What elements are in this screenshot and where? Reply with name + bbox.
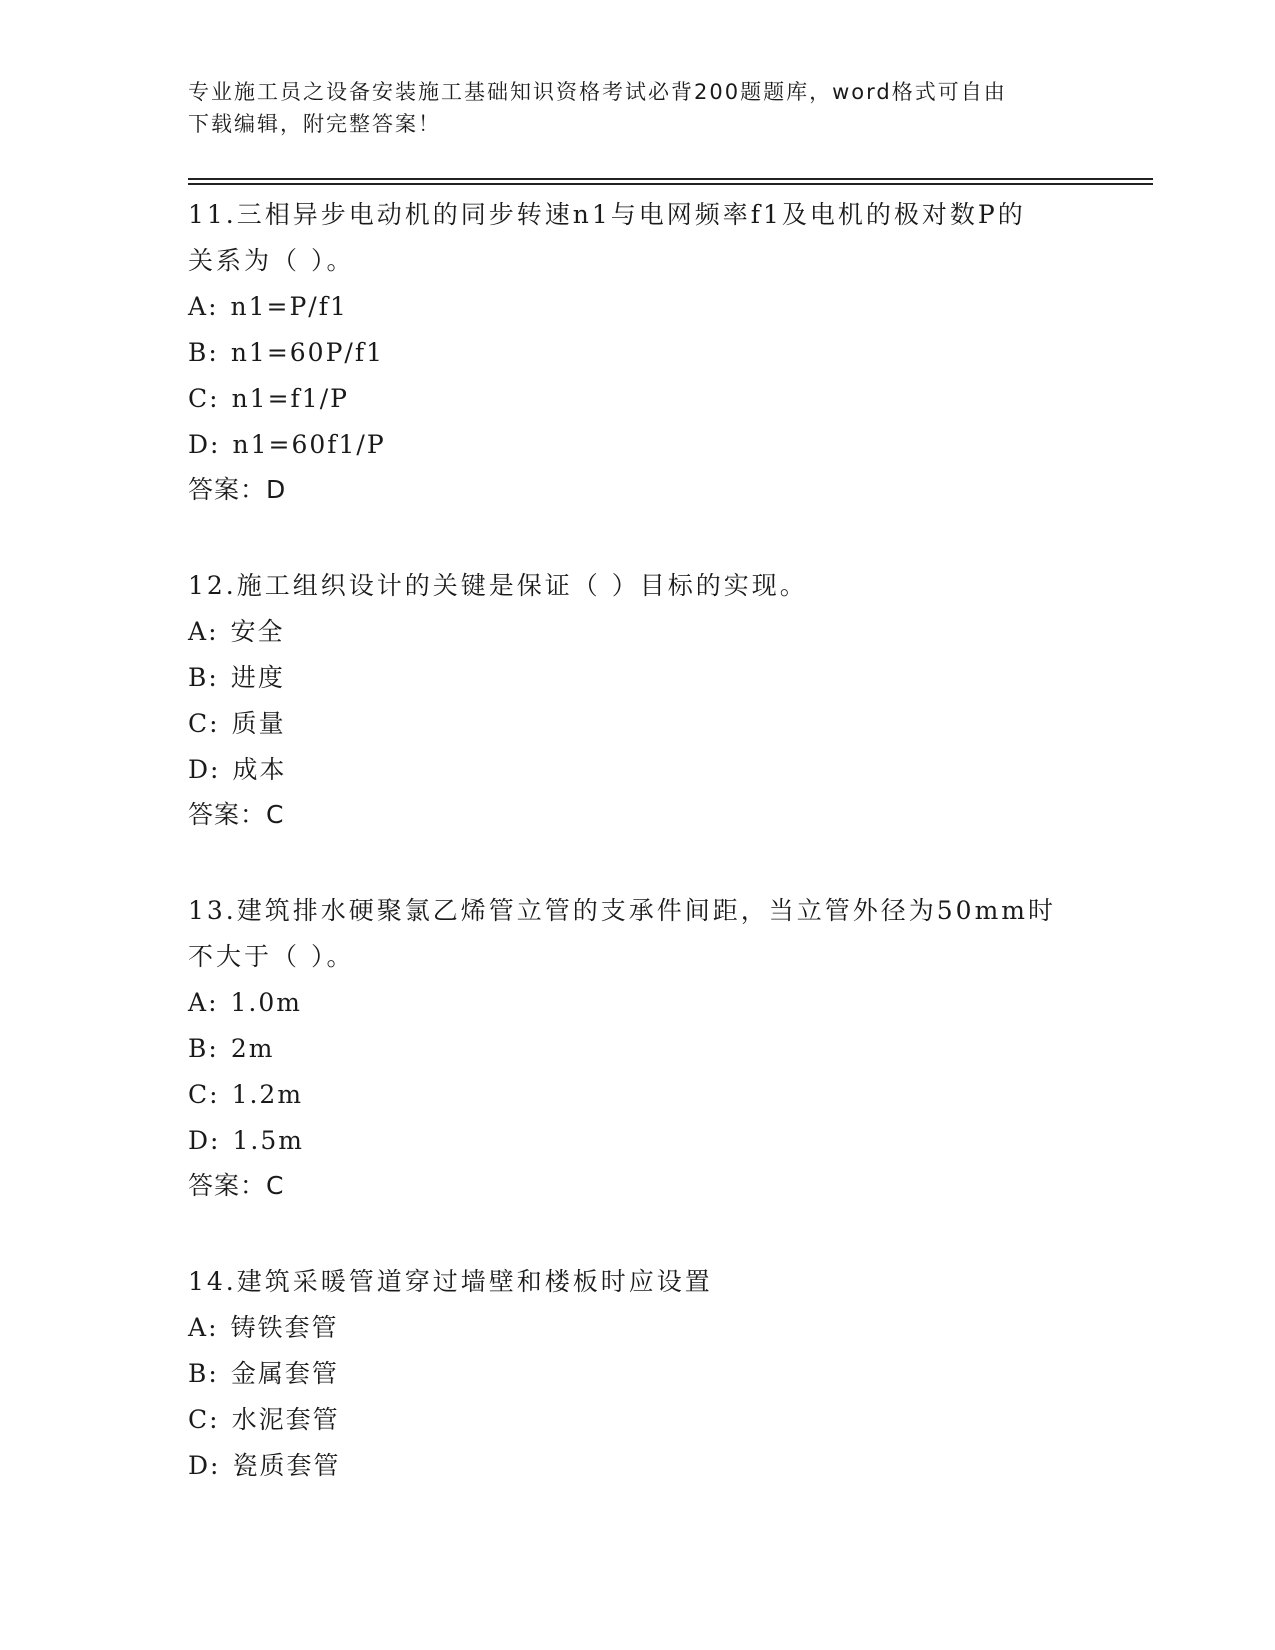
option-separator: : (210, 755, 221, 784)
option-key: D (188, 1451, 211, 1480)
option-text: 进度 (230, 663, 285, 692)
option-key: C (188, 709, 210, 738)
option-text: 1.2m (231, 1080, 304, 1109)
option-a (188, 284, 1088, 330)
option-text: 1.5m (232, 1126, 304, 1155)
option-key: A (188, 1313, 209, 1342)
question-11 (188, 192, 1088, 512)
option-separator: : (208, 1313, 219, 1342)
answer-line (188, 468, 1088, 512)
option-separator: : (208, 1359, 219, 1388)
option-separator: : (209, 709, 220, 738)
option-c (188, 701, 1088, 747)
option-separator: : (209, 1080, 220, 1109)
header-divider-bottom (188, 183, 1153, 185)
option-separator: : (209, 1405, 220, 1434)
option-key: A (188, 988, 209, 1017)
option-text: 1.0m (230, 988, 302, 1017)
option-text: 2m (230, 1034, 275, 1063)
option-key: B (188, 663, 209, 692)
question-stem-line: 14.建筑采暖管道穿过墙壁和楼板时应设置 (188, 1267, 713, 1296)
option-key: B (188, 1034, 209, 1063)
option-key: C (188, 1080, 210, 1109)
option-text: n1=f1/P (231, 384, 349, 413)
option-separator: : (208, 988, 219, 1017)
question-14 (188, 1259, 1088, 1489)
option-separator: : (208, 292, 219, 321)
option-separator: : (208, 338, 219, 367)
question-stem-line: 11.三相异步电动机的同步转速n1与电网频率f1及电机的极对数P的 (188, 200, 1026, 229)
option-c (188, 376, 1088, 422)
option-text: n1=60P/f1 (230, 338, 384, 367)
question-stem (188, 563, 1088, 609)
option-key: A (188, 617, 209, 646)
answer-value: C (266, 1171, 285, 1200)
option-text: 成本 (232, 755, 287, 784)
option-c (188, 1072, 1088, 1118)
option-key: B (188, 1359, 209, 1388)
option-text: 金属套管 (230, 1359, 339, 1388)
option-key: D (188, 1126, 211, 1155)
option-separator: : (210, 1451, 221, 1480)
option-separator: : (208, 617, 219, 646)
question-list (188, 192, 1088, 1540)
option-text: 水泥套管 (231, 1405, 340, 1434)
header-divider-top (188, 178, 1153, 180)
option-separator: : (208, 1034, 219, 1063)
question-stem-line: 不大于（ ）。 (188, 942, 355, 971)
option-d (188, 747, 1088, 793)
option-separator: : (210, 430, 221, 459)
answer-value: D (266, 475, 287, 504)
option-text: n1=60f1/P (232, 430, 386, 459)
option-key: C (188, 384, 210, 413)
question-stem (188, 1259, 1088, 1305)
question-12 (188, 563, 1088, 837)
answer-label: 答案： (188, 800, 267, 829)
question-stem-line: 13.建筑排水硬聚氯乙烯管立管的支承件间距，当立管外径为50mm时 (188, 896, 1056, 925)
option-b (188, 330, 1088, 376)
option-d (188, 1443, 1088, 1489)
option-a (188, 980, 1088, 1026)
document-header (188, 76, 1088, 140)
question-stem (188, 888, 1088, 980)
question-stem-line: 关系为（ ）。 (188, 246, 355, 275)
answer-label: 答案： (188, 1171, 267, 1200)
option-separator: : (210, 1126, 221, 1155)
option-text: 铸铁套管 (230, 1313, 339, 1342)
option-b (188, 1351, 1088, 1397)
answer-label: 答案： (188, 475, 267, 504)
option-key: D (188, 755, 211, 784)
option-b (188, 1026, 1088, 1072)
header-line-1: 专业施工员之设备安装施工基础知识资格考试必背200题题库，word格式可自由 (188, 80, 1007, 104)
option-text: 瓷质套管 (232, 1451, 341, 1480)
answer-line (188, 793, 1088, 837)
option-separator: : (209, 384, 220, 413)
option-b (188, 655, 1088, 701)
question-stem (188, 192, 1088, 284)
header-line-2: 下载编辑，附完整答案！ (188, 112, 441, 136)
answer-value: C (266, 800, 285, 829)
option-a (188, 1305, 1088, 1351)
option-text: n1=P/f1 (230, 292, 348, 321)
option-text: 质量 (231, 709, 286, 738)
option-key: B (188, 338, 209, 367)
option-key: C (188, 1405, 210, 1434)
option-separator: : (208, 663, 219, 692)
question-13 (188, 888, 1088, 1208)
question-stem-line: 12.施工组织设计的关键是保证（ ）目标的实现。 (188, 571, 808, 600)
option-c (188, 1397, 1088, 1443)
option-key: A (188, 292, 209, 321)
option-key: D (188, 430, 211, 459)
answer-line (188, 1164, 1088, 1208)
option-a (188, 609, 1088, 655)
option-d (188, 1118, 1088, 1164)
option-text: 安全 (230, 617, 285, 646)
option-d (188, 422, 1088, 468)
